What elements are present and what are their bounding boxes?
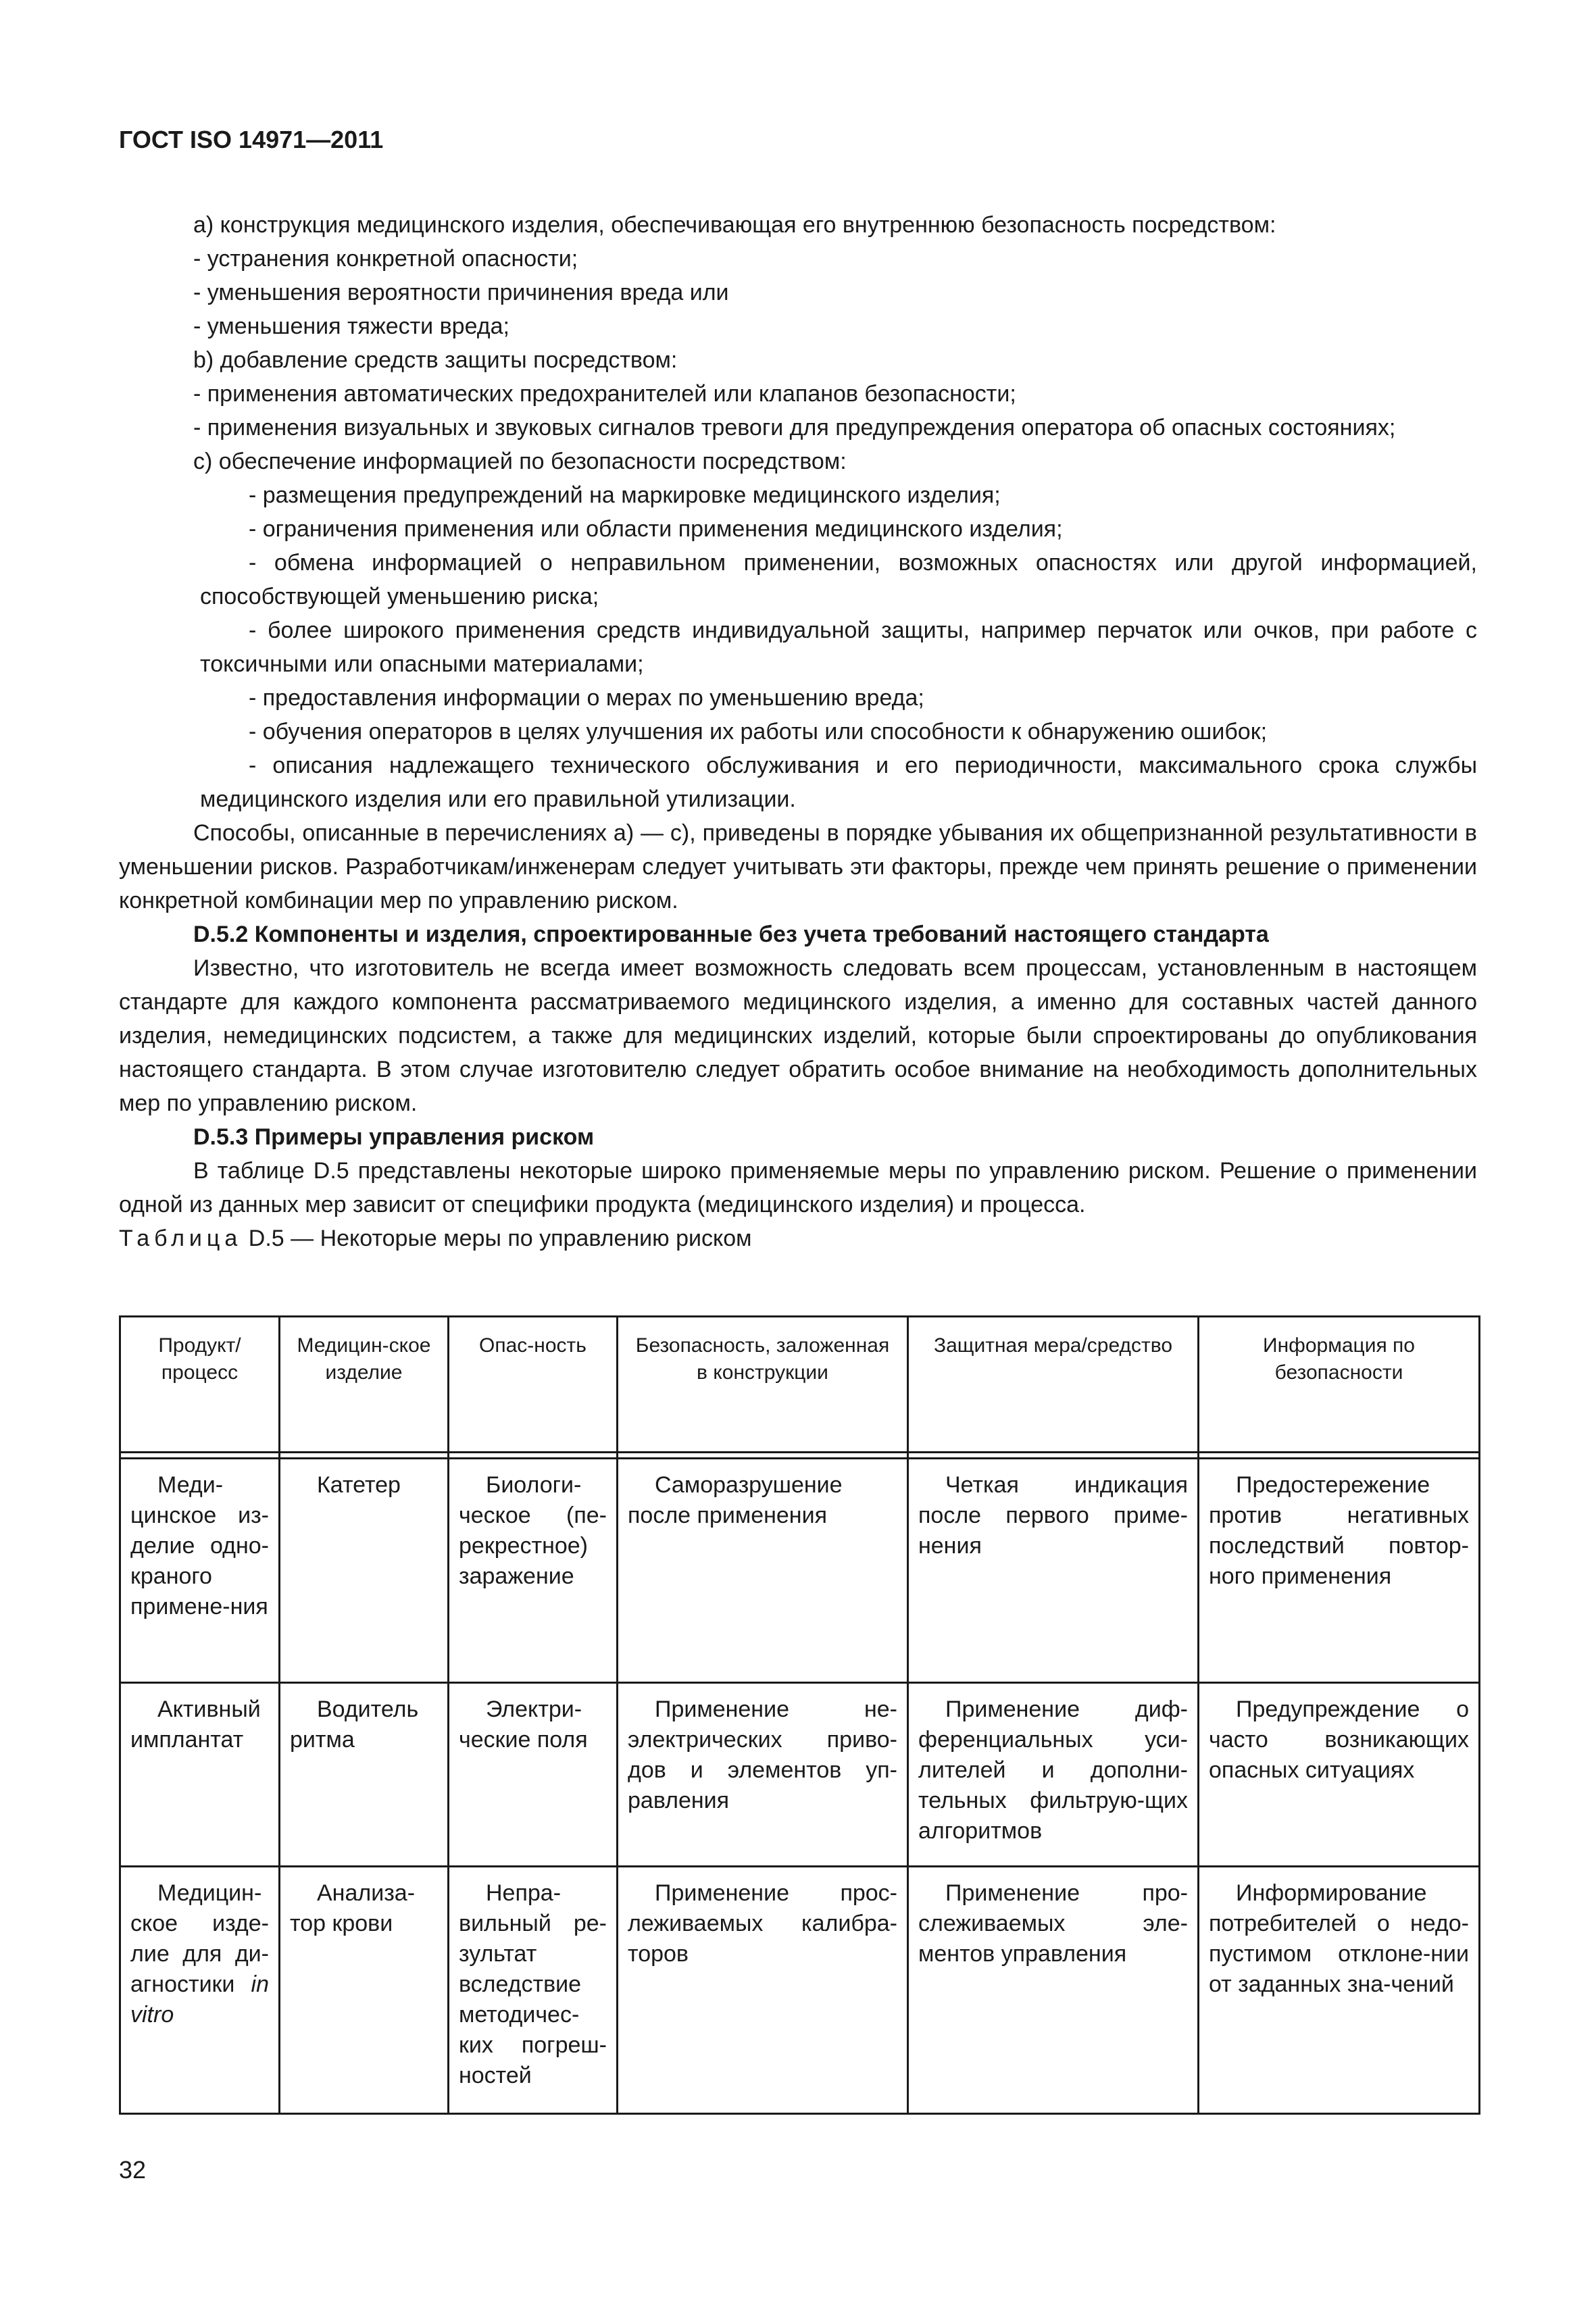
document-body bbox=[119, 208, 1477, 1255]
table-cell: Применение не-электрических приво-дов и элементов уп-равления bbox=[618, 1683, 908, 1867]
paragraph: - применения визуальных и звуковых сигналов тревоги для предупреждения оператора об опасных состояниях; bbox=[193, 415, 1396, 441]
table-cell: Меди-цинское из-делие одно-краного примене-ния bbox=[120, 1459, 280, 1683]
table-cell: Анализа-тор крови bbox=[280, 1867, 449, 2114]
header-cell-design-safety: Безопасность, заложенная в конструкции bbox=[618, 1317, 908, 1453]
header-cell-device: Медицин-ское изделие bbox=[280, 1317, 449, 1453]
paragraph: - размещения предупреждений на маркировке медицинского изделия; bbox=[249, 482, 1001, 508]
table-cell: Катетер bbox=[280, 1459, 449, 1683]
paragraph: - обмена информацией о неправильном применении, возможных опасностях или другой информацией, способствующей уменьшению риска; bbox=[200, 550, 1477, 609]
table-cell: Биологи-ческое (пе-рекрестное) заражение bbox=[449, 1459, 618, 1683]
table-cell: Саморазрушение после применения bbox=[618, 1459, 908, 1683]
paragraph: - предоставления информации о мерах по уменьшению вреда; bbox=[249, 685, 924, 711]
paragraph: В таблице D.5 представлены некоторые широко применяемые меры по управлению риском. Решение о применении одной из данных мер зависит от специфики продукта (медицинского изделия) и процесса. bbox=[119, 1158, 1477, 1217]
paragraph: - уменьшения вероятности причинения вреда или bbox=[193, 280, 729, 305]
table-caption-text: D.5 — Некоторые меры по управлению риском bbox=[248, 1226, 752, 1251]
header-cell-hazard: Опас-ность bbox=[449, 1317, 618, 1453]
table-cell-text: Медицин-ское изде-лие для ди-агностики bbox=[130, 1880, 269, 1997]
in-vitro-italic: in vitro bbox=[130, 1971, 269, 2028]
table-header-separator bbox=[120, 1453, 1480, 1459]
table-cell: Четкая индикация после первого приме-нения bbox=[908, 1459, 1199, 1683]
table-cell: Информирование потребителей о недо-пустимом отклоне-нии от заданных зна-чений bbox=[1199, 1867, 1480, 2114]
table-cell: Применение прос-леживаемых калибра-торов bbox=[618, 1867, 908, 2114]
table-cell: Применение про-слеживаемых эле-ментов управления bbox=[908, 1867, 1199, 2114]
paragraph: - уменьшения тяжести вреда; bbox=[193, 313, 509, 339]
paragraph: D.5.3 Примеры управления риском bbox=[193, 1124, 595, 1150]
table-row bbox=[120, 1867, 1480, 2114]
paragraph: - устранения конкретной опасности; bbox=[193, 246, 578, 272]
table-row bbox=[120, 1459, 1480, 1683]
header-cell-product: Продукт/ процесс bbox=[120, 1317, 280, 1453]
paragraph: - ограничения применения или области применения медицинского изделия; bbox=[249, 516, 1063, 542]
table-cell: Предупреждение о часто возникающих опасных ситуациях bbox=[1199, 1683, 1480, 1867]
paragraph: с) обеспечение информацией по безопасности посредством: bbox=[193, 449, 847, 474]
table-cell: Водитель ритма bbox=[280, 1683, 449, 1867]
document-header-title: ГОСТ ISO 14971—2011 bbox=[119, 126, 384, 153]
table-row bbox=[120, 1683, 1480, 1867]
paragraph: - обучения операторов в целях улучшения их работы или способности к обнаружению ошибок; bbox=[249, 719, 1268, 745]
paragraph: Способы, описанные в перечислениях а) — с), приведены в порядке убывания их общепризнанной результативности в уменьшении рисков. Разработчикам/инженерам следует учитывать эти факторы, прежде чем принять решение о применении конкретной комбинации мер по управлению риском. bbox=[119, 820, 1477, 913]
table-cell: Электри-ческие поля bbox=[449, 1683, 618, 1867]
table-caption-label: Таблица bbox=[119, 1226, 243, 1251]
paragraph: - применения автоматических предохранителей или клапанов безопасности; bbox=[193, 381, 1016, 407]
page-number: 32 bbox=[119, 2156, 147, 2184]
table-caption bbox=[119, 1222, 1477, 1255]
paragraph: - описания надлежащего технического обслуживания и его периодичности, максимального срока службы медицинского изделия или его правильной утилизации. bbox=[200, 753, 1477, 812]
table-cell: Применение диф-ференциальных уси-лителей и дополни-тельных фильтрую-щих алгоритмов bbox=[908, 1683, 1199, 1867]
paragraph: D.5.2 Компоненты и изделия, спроектированные без учета требований настоящего стандарта bbox=[193, 922, 1269, 947]
paragraph: Известно, что изготовитель не всегда имеет возможность следовать всем процессам, установленным в настоящем стандарте для каждого компонента рассматриваемого медицинского изделия, а именно для составных частей данного изделия, немедицинских подсистем, а также для медицинских изделий, которые были спроектированы до опубликования настоящего стандарта. В этом случае изготовителю следует обратить особое внимание на необходимость дополнительных мер по управлению риском. bbox=[119, 955, 1477, 1116]
header-cell-safety-info: Информация по безопасности bbox=[1199, 1317, 1480, 1453]
paragraph: - более широкого применения средств индивидуальной защиты, например перчаток или очков, при работе с токсичными или опасными материалами; bbox=[200, 618, 1477, 677]
table-cell: Активный имплантат bbox=[120, 1683, 280, 1867]
table-header-row bbox=[120, 1317, 1480, 1453]
table-cell: Непра-вильный ре-зультат вследствие методичес-ких погреш-ностей bbox=[449, 1867, 618, 2114]
table-cell bbox=[120, 1867, 280, 2114]
paragraph: b) добавление средств защиты посредством: bbox=[193, 347, 678, 373]
table-cell: Предостережение против негативных последствий повтор-ного применения bbox=[1199, 1459, 1480, 1683]
paragraph: а) конструкция медицинского изделия, обеспечивающая его внутреннюю безопасность посредством: bbox=[193, 212, 1276, 238]
risk-measures-table bbox=[119, 1315, 1480, 2115]
header-cell-protective-measure: Защитная мера/средство bbox=[908, 1317, 1199, 1453]
